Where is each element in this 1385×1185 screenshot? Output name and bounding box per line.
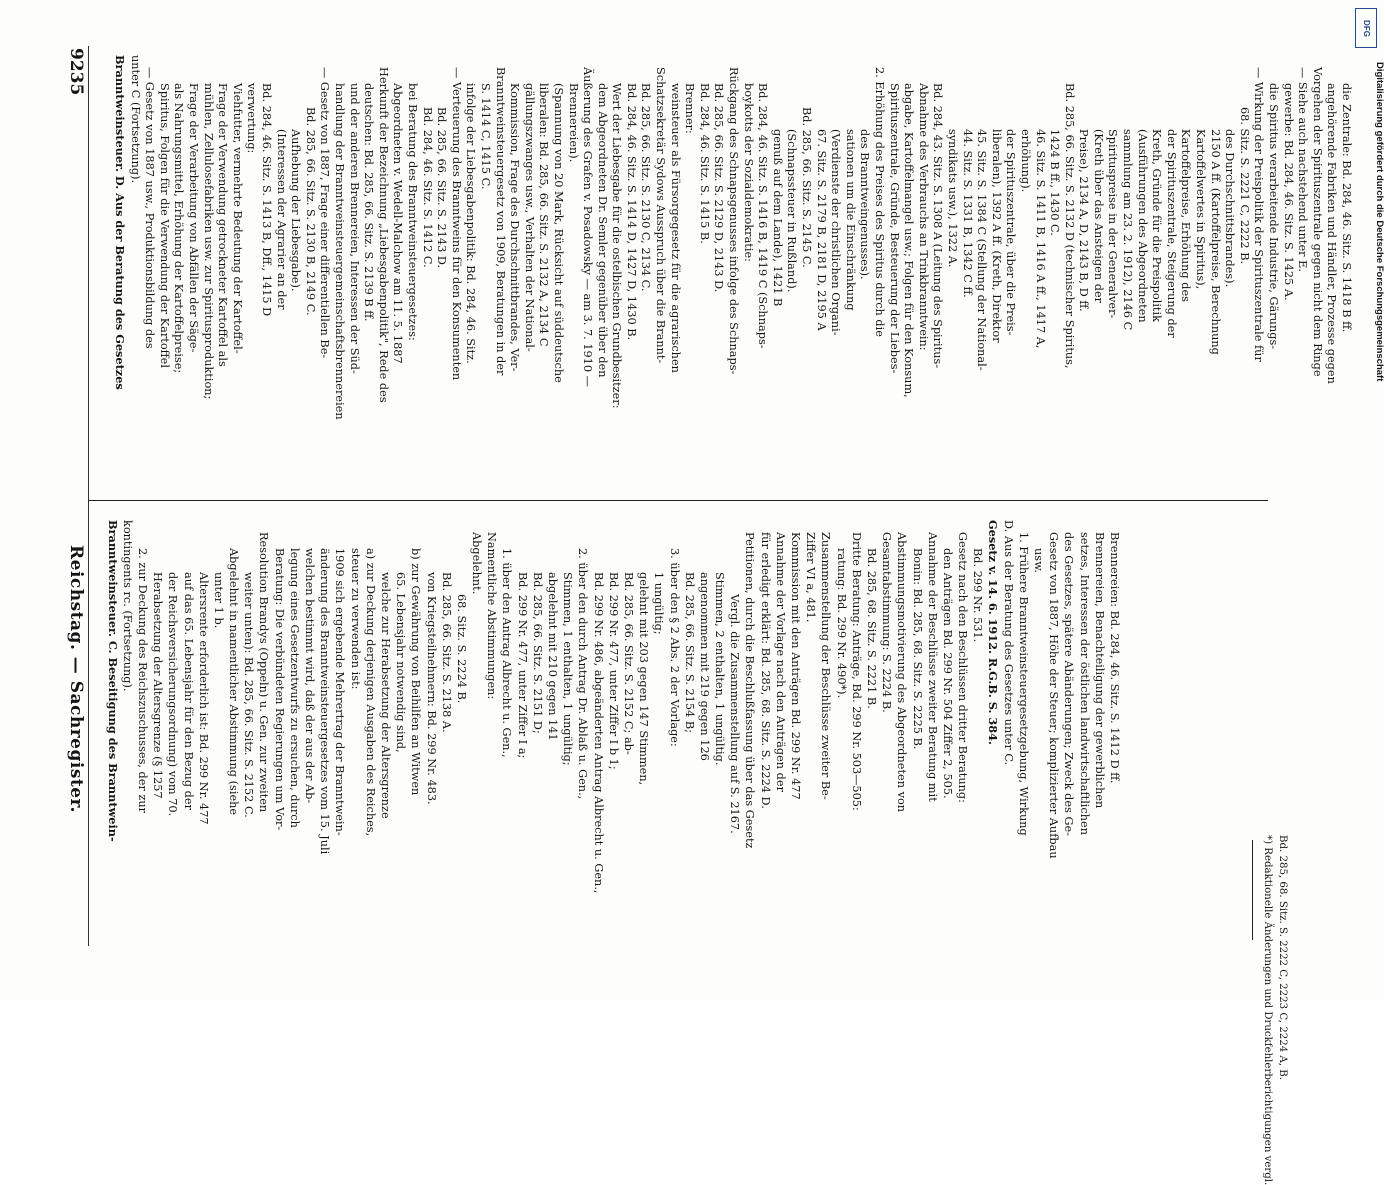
text-line: kontingents rc. (Fortsetzung). <box>121 520 135 692</box>
text-line: Spirituszentrale, Gründe, Besteuerung der Liebes- <box>887 83 901 374</box>
text-line: Bd. 285, 66. Sitz. S. 2138 A. <box>440 572 454 733</box>
text-line: 2. Erhöhung des Preises des Spiritus durch die <box>873 67 886 337</box>
text-line: abgabe, Kartoffelmangel usw.; Folgen für den Konsum, <box>902 83 916 398</box>
text-line: Annahme der Vorlage nach den Anträgen der <box>774 532 788 792</box>
text-line: — Gesetz von 1887 usw., Produktionsbildung des <box>143 67 157 349</box>
text-line: Bd. 285, 66. Sitz. S. 2130 B, 2149 C. <box>303 107 317 316</box>
text-line: Bd. 285, 66. Sitz. S. 2151 D; <box>531 572 545 734</box>
text-line: 1 ungültig; <box>652 572 666 635</box>
text-line: Abgelehnt. <box>470 532 484 595</box>
text-line: Wert der Liebesgabe für die ostelbischen Grundbesitzer: <box>610 83 624 409</box>
text-line: Brennereien: Bd. 284, 46. Sitz. S. 1412 D ff. <box>1108 532 1122 784</box>
text-line: Petitionen, durch die Beschlußfassung über das Gesetz <box>743 532 757 849</box>
text-line: Schatzsekretär Sydows Ausspruch über die Brannt- <box>654 67 668 364</box>
text-line: Bd. 284, 46. Sitz. S. 1414 D, 1427 D, 1430 B. <box>624 83 638 341</box>
text-line: Kartoffelpreise, Erhöhung des <box>1179 129 1193 302</box>
text-line: für erledigt erklärt: Bd. 285, 68. Sitz. S. 2224 D. <box>759 532 773 809</box>
text-line: welche zur Herabsetzung der Altersgrenze <box>379 572 393 819</box>
text-line: der Spirituszentrale, Steigerung der <box>1164 129 1178 338</box>
header-rule <box>88 46 89 946</box>
text-line: Bd. 299 Nr. 477, unter Ziffer I b 1; <box>607 572 621 770</box>
text-line: des Durchschnittsbrandes). <box>1223 129 1237 288</box>
text-line: Frage der Verwendung getrockneter Kartoffel als <box>216 83 230 367</box>
text-line: von Kriegsteilnehmern: Bd. 299 Nr. 483. <box>424 572 438 805</box>
text-line: Bd. 285, 68. Sitz. S. 2221 B. <box>865 548 879 709</box>
text-line: gelehnt mit 203 gegen 147 Stimmen, <box>637 572 651 786</box>
text-line: Bd. 299 Nr. 477, unter Ziffer I a; <box>516 572 530 759</box>
digitization-notice: Digitalisierung gefördert durch die Deutsche Forschungsgemeinschaft <box>1374 62 1385 382</box>
text-line: Aufhebung der Liebesgabe). <box>289 129 303 292</box>
footnote-rule <box>1252 840 1253 940</box>
text-line: liberalen), 1392 A ff. (Kreth, Direktor <box>989 129 1003 343</box>
text-line: (Ausführungen des Abgeordneten <box>1135 129 1149 323</box>
text-line: ratung: Bd. 299 Nr. 490*). <box>835 548 849 699</box>
text-line: legung eines Gesetzentwurfs zu ersuchen, durch <box>288 548 302 828</box>
text-line: Preise), 2134 A, D, 2143 B, D ff. <box>1077 129 1091 312</box>
text-line: Bd. 285, 66. Sitz. S. 2132 D (technischer Spiritus, <box>1062 83 1076 369</box>
text-line: bei Beratung des Branntweinsteuergesetzes: <box>406 83 419 341</box>
text-line: Gesamtabstimmung: S. 2224 B. <box>880 532 894 713</box>
text-line: Äußerung des Grafen v. Posadowsky — am 3. 7. 1910 — <box>581 67 595 387</box>
column-right <box>113 55 1353 420</box>
text-line: S. 1414 C, 1415 C. <box>478 83 492 190</box>
text-line: als Nahrungsmittel, Erhöhung der Kartoffelpreise; <box>172 83 186 374</box>
text-line: deutschen: Bd. 285, 66. Sitz. S. 2139 B ff. <box>362 83 376 322</box>
text-line: syndikats usw.), 1322 A. <box>945 129 959 268</box>
text-line: steuer zu verwenden ist: <box>349 548 363 690</box>
text-line: genuß auf dem Lande), 1421 B <box>770 129 784 307</box>
text-line: unter C (Fortsetzung). <box>128 55 142 184</box>
text-line: welchen bestimmt wird, daß der aus der Ab- <box>303 548 317 804</box>
text-line: auf das 65. Lebensjahr für den Bezug der <box>181 572 195 810</box>
text-line: 1. über den Antrag Albrecht u. Gen., <box>500 548 514 758</box>
header-title: Reichstag. — Sachregister. <box>66 545 86 813</box>
text-line: sammlung am 23. 2. 1912), 2146 C <box>1121 129 1135 331</box>
text-line: a) zur Deckung derjenigen Ausgaben des Reiches, <box>364 548 378 837</box>
text-line: angehörende Fabriken und Händler, Prozesse gegen <box>1325 83 1339 384</box>
text-line: 2. zur Deckung des Reichszuschusses, der zur <box>136 548 150 814</box>
text-line: änderung des Branntweinsteuergesetzes vom 15. Juli <box>318 548 332 855</box>
text-line: (Spannung von 20 Mark, Rücksicht auf süddeutsche <box>551 83 565 383</box>
text-line: (Schnapssteuer in Rußland). <box>785 129 799 293</box>
text-line: des Branntweingenusses). <box>858 129 872 280</box>
text-line: Bonin: Bd. 285, 68. Sitz. S. 2225 B. <box>910 548 924 750</box>
text-line: weinsteuer als Fürsorgegesetz für die agrarischen <box>668 83 682 373</box>
text-line: abgelehnt mit 210 gegen 141 <box>546 572 560 741</box>
text-line: Vergl. die Zusammenstellung auf S. 2167. <box>728 594 742 834</box>
text-line: Bd. 299 Nr. 486, abgeänderten Antrag Albrecht u. Gen., <box>592 572 606 894</box>
text-line: Branntweinsteuer. C. Beseitigung des Branntwein- <box>106 520 121 842</box>
text-line: Branntweinsteuer. D. Aus der Beratung des Gesetzes <box>113 55 128 390</box>
text-line: Brennereien). <box>566 83 580 163</box>
text-line: Abgeordneten v. Wedell-Malchow am 11. 5. 1887 <box>391 83 405 364</box>
text-line: Beratung: Die verbündeten Regierungen um Vor- <box>273 548 287 831</box>
text-line: boykotts der Sozialdemokratie: <box>741 83 755 262</box>
text-line: Herkunft der Bezeichnung „Liebesgabenpolitik", Rede des <box>376 67 390 403</box>
text-line: 46. Sitz. S. 1411 B, 1416 A ff., 1417 A, <box>1033 129 1047 349</box>
text-line: Bd. 285, 66. Sitz. S. 2129 D, 2143 D. <box>712 83 726 293</box>
text-line: 1424 B ff., 1430 C. <box>1048 129 1062 236</box>
text-line: (Verdienste der christlichen Organi- <box>829 129 843 336</box>
text-line: unter 1 b. <box>212 572 226 629</box>
text-line: gewerbe: Bd. 284, 46. Sitz. S. 1425 A. <box>1281 83 1295 301</box>
text-line: Annahme der Beschlüsse zweiter Beratung mit <box>926 532 940 802</box>
text-line: der Reichsversicherungsordnung) vom 70. <box>166 572 180 817</box>
text-line: Stimmen, 2 enthalten, 1 ungültig. <box>713 572 727 766</box>
text-line: 45. Sitz. S. 1384 C (Stellung der National- <box>975 129 989 371</box>
text-line: Brennereien, Benachteiligung der gewerblichen <box>1093 532 1107 809</box>
text-line: gällungszwanges usw., Verhalten der National- <box>522 83 536 352</box>
text-line: b) zur Gewährung von Beihilfen an Witwen <box>409 548 423 796</box>
text-line: Bd. 299 Nr. 531. <box>971 548 985 643</box>
text-line: der Spirituszentrale, über die Preis- <box>1004 129 1018 336</box>
text-line: Bd. 284, 46. Sitz. S. 1416 B, 1419 C (Schnaps- <box>756 83 770 349</box>
text-line: Vorgehen der Spirituszentrale gegen nicht dem Ringe <box>1310 67 1324 377</box>
column-left <box>105 520 1123 894</box>
text-line: verwertung: <box>245 83 259 154</box>
text-line: Bd. 284, 46. Sitz. S. 1415 B. <box>697 83 711 244</box>
text-line: (Kreth über das Ansteigen der <box>1091 129 1105 304</box>
text-line: Kartoffelwertes in Spiritus), <box>1194 129 1208 290</box>
text-line: Resolution Brandys (Oppeln) u. Gen. zur zweiten <box>257 532 271 813</box>
text-line: 67. Sitz. S. 2179 B, 2181 D, 2195 A <box>814 129 828 331</box>
text-line: 2150 A ff. (Kartoffelpreise, Berechnung <box>1208 129 1222 355</box>
text-line: Frage der Verarbeitung von Abfällen der Säge- <box>187 83 201 353</box>
text-line: Gesetz nach den Beschlüssen dritter Beratung: <box>956 532 970 803</box>
text-line: Altersrente erforderlich ist: Bd. 299 Nr. 477 <box>197 572 211 825</box>
text-line: Abgelehnt in namentlicher Abstimmung (siehe <box>227 548 241 816</box>
text-line: Viehfutter, vermehrte Bedeutung der Kartoffel- <box>230 83 244 354</box>
text-line: D. Aus der Beratung des Gesetzes unter C. <box>1002 520 1016 766</box>
text-line: Bd. 285, 66. Sitz. S. 2154 B; <box>683 572 697 734</box>
text-line: Bd. 284, 43. Sitz. S. 1308 A (Leitung des Spiritus- <box>931 83 945 369</box>
text-line: 44. Sitz. S. 1331 B, 1342 C ff. <box>960 129 974 298</box>
dfg-logo <box>1355 8 1377 48</box>
text-line: Branntweinsteuergesetz von 1909, Beratungen in der <box>493 67 507 376</box>
text-line: mühlen, Zellulosefabriken usw. zur Spiritusproduktion; <box>201 83 215 400</box>
text-line: angenommen mit 219 gegen 126 <box>698 572 712 761</box>
text-line: Stimmen, 1 enthalten, 1 ungültig; <box>561 572 575 766</box>
footnote <box>1260 835 1290 1185</box>
text-line: (Interessen der Agrarier an der <box>274 129 288 310</box>
text-line: setzes, Interessen der östlichen landwirtschaftlichen <box>1078 532 1092 835</box>
text-line: 1909 sich ergebende Mehrertrag der Branntwein- <box>333 548 347 836</box>
text-line: Kommission, Frage des Durchschnittbrandes, Ver- <box>508 83 522 372</box>
text-line: 68. Sitz. S. 2221 C, 2222 B. <box>1237 107 1251 265</box>
text-line: Bd. 285, 66. Sitz. S. 2145 C. <box>800 107 814 268</box>
text-line: Spiritus, Folgen für die Verwendung der Kartoffel <box>157 83 171 368</box>
text-line: Kreth, Gründe für die Preispolitik <box>1150 129 1164 322</box>
footnote-line: *) Redaktionelle Änderungen und Druckfehlerberichtigungen vergl. <box>1262 835 1273 1185</box>
text-line: Kommission mit den Anträgen Bd. 299 Nr. 477 <box>789 532 803 800</box>
text-line: 2. über den durch Antrag Dr. Ablaß u. Gen., <box>576 548 590 800</box>
text-line: Bd. 285, 66. Sitz. S. 2130 C, 2134 C. <box>639 83 653 292</box>
text-line: Gesetz von 1887, Höhe der Steuer; komplizierter Aufbau <box>1047 532 1061 859</box>
text-line: 65. Lebensjahr notwendig sind, <box>394 572 408 753</box>
text-line: 3. über den § 2 Abs. 2 der Vorlage: <box>667 548 681 747</box>
text-line: liberalen: Bd. 285, 66. Sitz. S. 2132 A, 2134 C <box>537 83 551 347</box>
text-line: — Verteuerung des Branntweins für den Konsumenten <box>449 67 463 381</box>
text-line: Zusammenstellung der Beschlüsse zweiter Be- <box>819 532 833 800</box>
text-line: des Gesetzes, spätere Abänderungen; Zweck des Ge- <box>1062 532 1076 836</box>
text-line: Herabsetzung der Altersgrenze (§ 1257 <box>151 572 165 799</box>
text-line: Rückgang des Schnapsgenusses infolge des Schnaps- <box>727 67 741 375</box>
text-line: Abstimmungsmotivierung des Abgeordneten von <box>895 532 909 813</box>
text-line: erhöhung). <box>1018 129 1032 193</box>
text-line: Bd. 285, 66. Sitz. S. 2152 C; ab- <box>622 572 636 755</box>
footnote-line: Bd. 285, 68. Sitz. S. 2222 C, 2223 C, 2224 A, B. <box>1277 835 1288 1080</box>
text-line: 68. Sitz. S. 2224 B. <box>455 594 469 704</box>
text-line: Namentliche Abstimmungen: <box>485 532 499 700</box>
text-line: handlung der Branntweinsteuergemeinschaftsbrennereien <box>333 83 347 420</box>
text-line: den Anträgen Bd. 299 Nr. 504 Ziffer 2, 505. <box>941 548 955 799</box>
text-line: und der anderen Brennereien, Interessen der Süd- <box>347 83 361 374</box>
text-line: Dritte Beratung: Anträge, Bd. 299 Nr. 503—505: <box>850 532 864 811</box>
dfg-logo-text: DFG <box>1361 19 1371 37</box>
text-line: 1. Frühere Branntweinsteuergesetzgebung, Wirkung <box>1017 532 1031 836</box>
text-line: — Gesetz von 1887, Frage einer differentiellen Be- <box>318 67 332 359</box>
text-line: Spirituspreise in der Generalver- <box>1106 129 1120 319</box>
page-number: 9235 <box>66 48 86 96</box>
text-line: Ziffer VI a, 481. <box>804 532 818 623</box>
text-line: dem Abgeordneten Dr. Semler gegenüber über den <box>595 83 609 378</box>
column-divider <box>88 500 1268 501</box>
text-line: weiter unten): Bd. 285, 66. Sitz. S. 2152 C. <box>242 572 256 818</box>
text-line: infolge der Liebesgabenpolitik: Bd. 284, 46. Sitz. <box>464 83 478 364</box>
text-line: die Zentrale: Bd. 284, 46. Sitz. S. 1418 B ff. <box>1340 83 1353 333</box>
text-line: — Siehe auch nachstehend unter E. <box>1296 67 1310 272</box>
text-line: Bd. 284, 46. Sitz. S. 1412 C. <box>420 107 434 268</box>
text-line: Bd. 284, 46. Sitz. S. 1413 B, Dff., 1415 D <box>260 83 274 317</box>
text-line: Brenner: <box>683 83 697 134</box>
running-header <box>67 545 84 813</box>
text-line: Bd. 285, 66. Sitz. S. 2143 D. <box>435 107 449 269</box>
text-line: Gesetz v. 14. 6. 1912. R.G.B. S. 384. <box>986 520 1001 745</box>
text-line: usw. <box>1032 548 1046 573</box>
text-line: die Spiritus verarbeitende Industrie, Gärungs- <box>1267 83 1281 350</box>
text-line: sationen um die Einschränkung <box>843 129 857 311</box>
text-line: Abnahme des Verbrauchs an Trinkbranntwein: <box>916 83 930 351</box>
text-line: — Wirkung der Preispolitik der Spirituszentrale für <box>1252 67 1266 362</box>
